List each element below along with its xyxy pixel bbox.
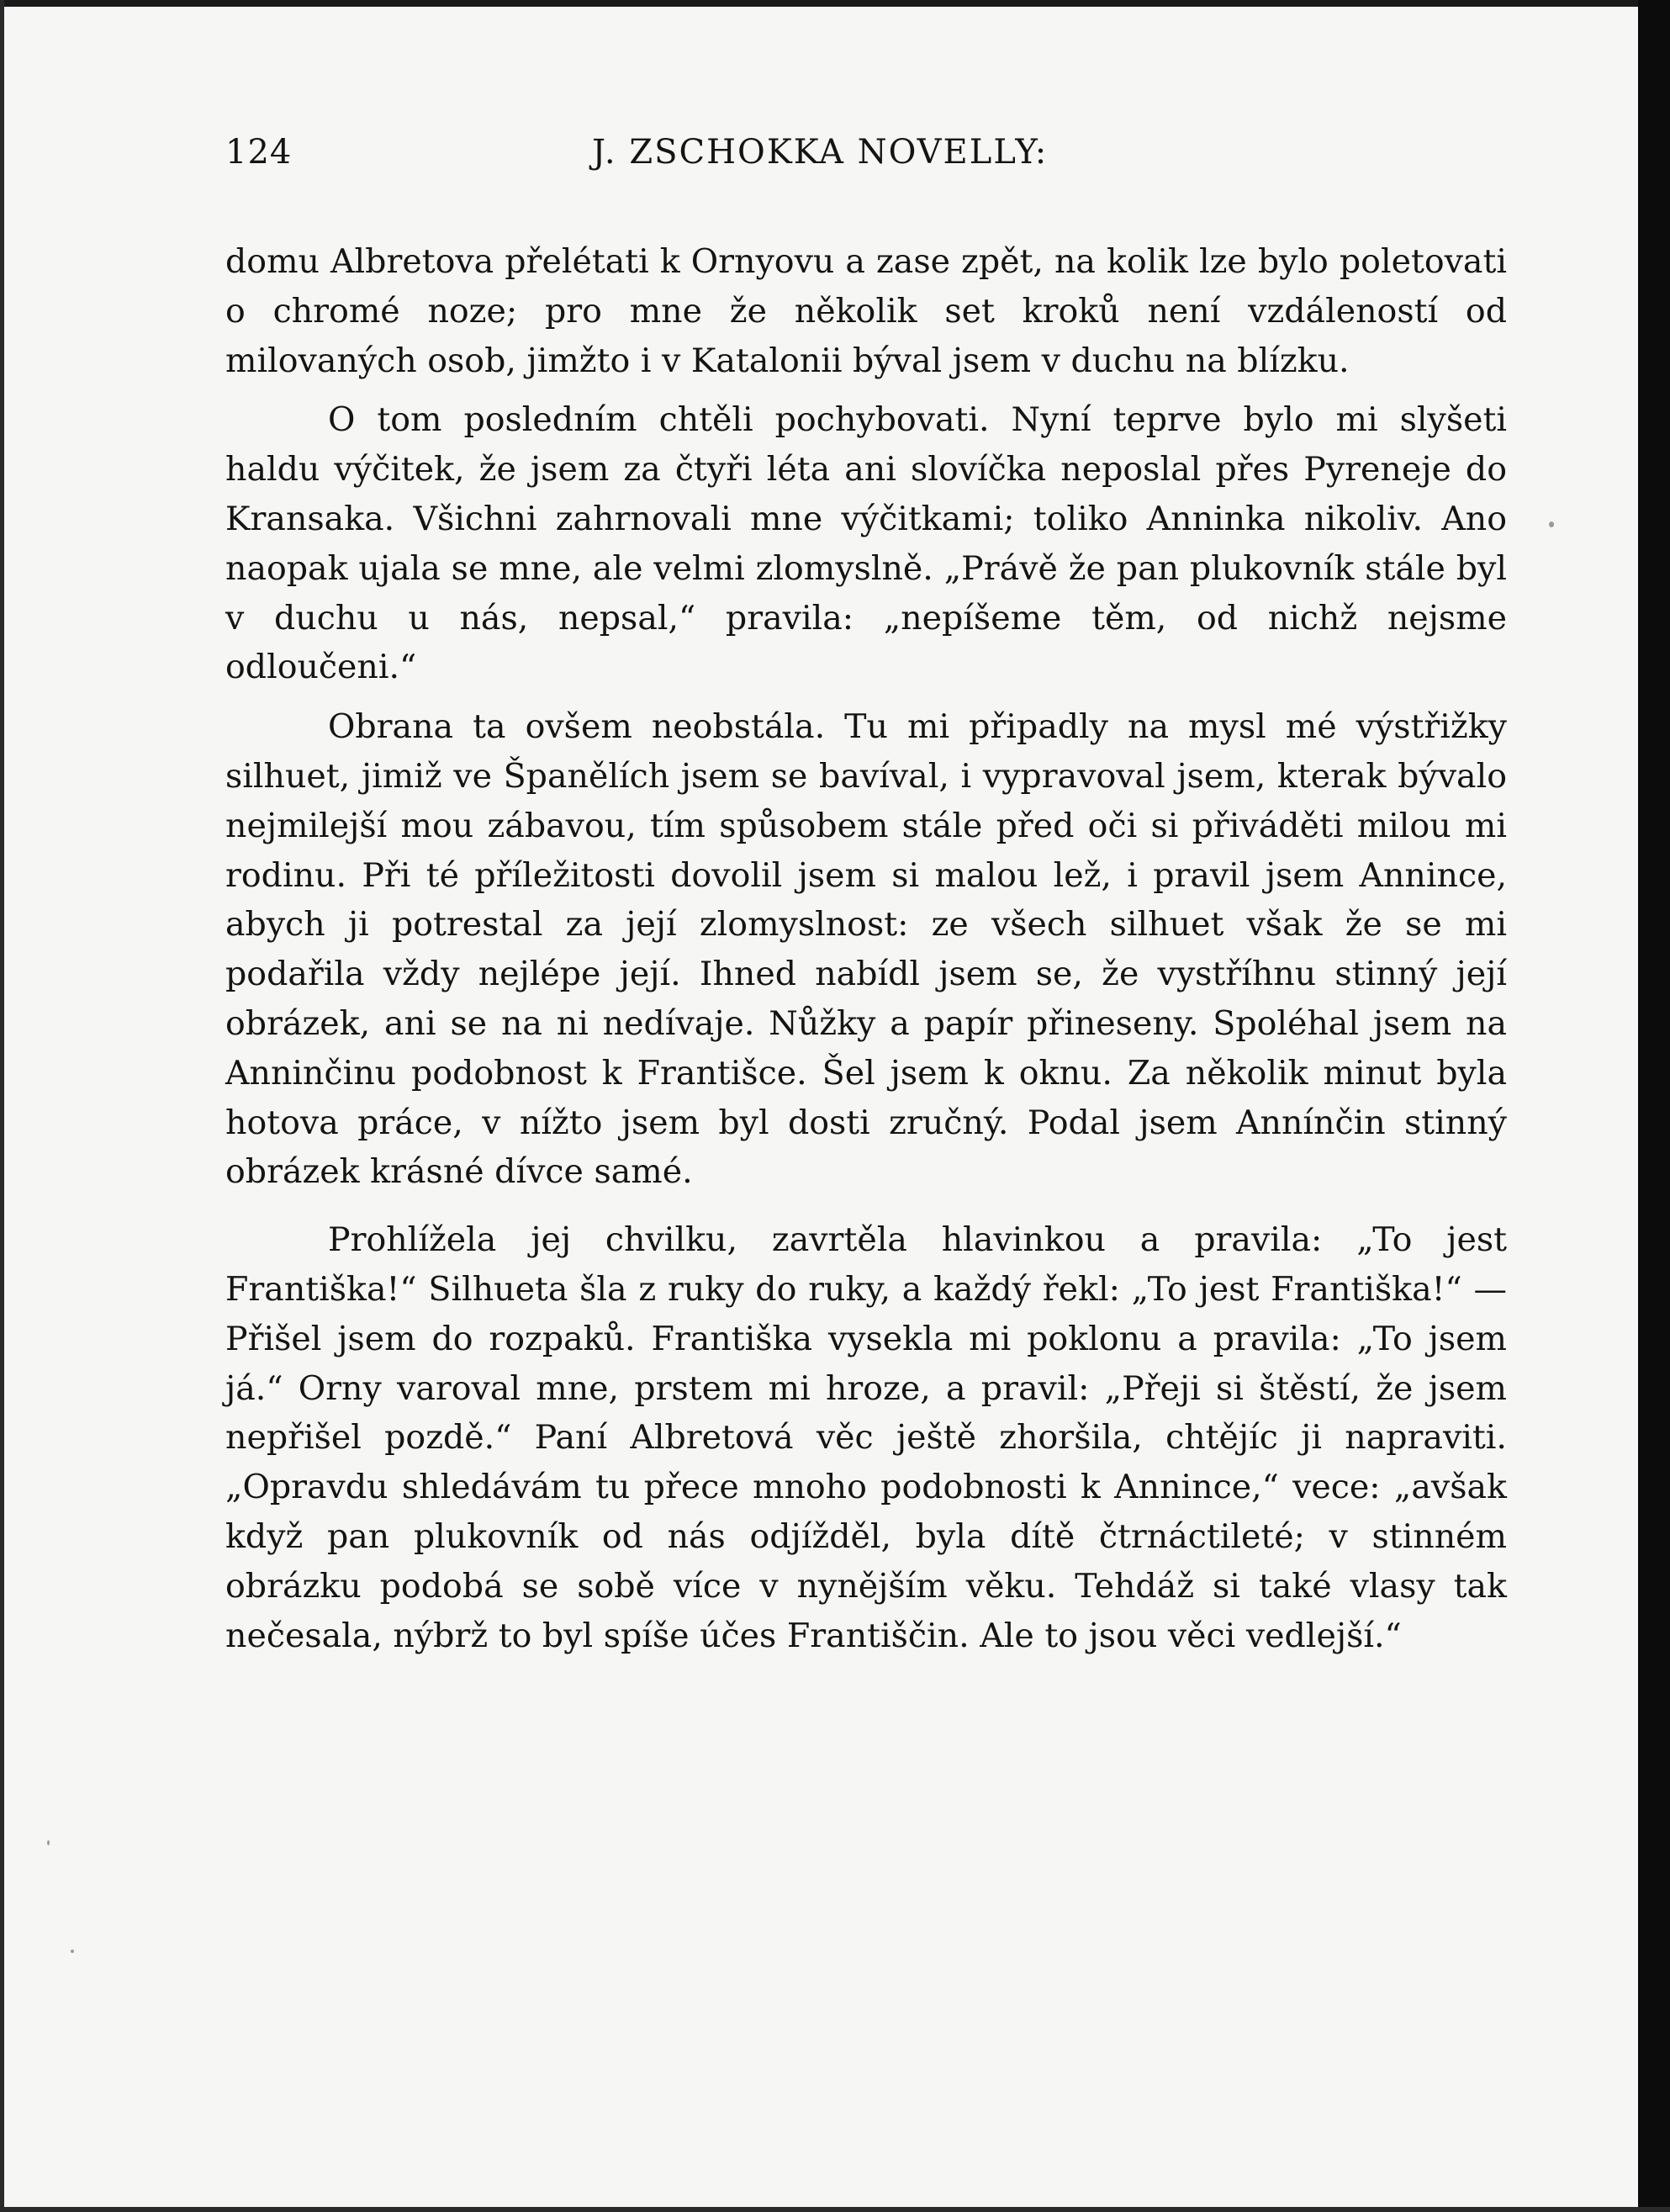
- scan-edge-left: [0, 0, 4, 2212]
- paragraph-3: Obrana ta ovšem neobstála. Tu mi připadly na mysl mé výstřižky silhuet, jimiž ve Španělích jsem se bavíval, i vypravoval jsem, kterak bývalo nejmilejší mou zábavou, tím spůsobem stále před oči si přiváděti milou mi rodinu. Při té příležitosti dovolil jsem si malou lež, i pravil jsem Annince, abych ji potrestal za její zlomyslnost: ze všech silhuet však že se mi podařila vždy nejlépe její. Ihned nabídl jsem se, že vystříhnu stinný její obrázek, ani se na ni nedívaje. Nůžky a papír přineseny. Spoléhal jsem na Anninčinu podobnost k Františce. Šel jsem k oknu. Za několik minut byla hotova práce, v nížto jsem byl dosti zručný. Podal jsem Annínčin stinný obrázek krásné dívce samé.: [225, 707, 1507, 1192]
- page-number: 124: [225, 133, 293, 172]
- paragraph-2: O tom posledním chtěli pochybovati. Nyní teprve bylo mi slyšeti haldu výčitek, že jsem za čtyři léta ani slovíčka neposlal přes Pyreneje do Kransaka. Všichni zahrnovali mne výčitkami; toliko Anninka nikoliv. Ano naopak ujala se mne, ale velmi zlomyslně. „Právě že pan plukovník stále byl v duchu u nás, nepsal,“ pravila: „nepíšeme těm, od nichž nejsme odloučeni.“: [225, 400, 1507, 687]
- scan-speck: [1549, 521, 1554, 527]
- paragraph-1: domu Albretova přelétati k Ornyovu a zase zpět, na kolik lze bylo poletovati o chromé noze; pro mne že několik set kroků není vzdáleností od milovaných osob, jimžto i v Katalonii býval jsem v duchu na blízku.: [225, 242, 1507, 380]
- running-head: J. ZSCHOKKA NOVELLY:: [592, 133, 1049, 172]
- scan-speck: [71, 1950, 74, 1953]
- page-header: [225, 133, 1507, 183]
- scan-edge-top: [0, 0, 1670, 7]
- body-text: [225, 237, 1507, 1660]
- scan-edge-bottom: [0, 2207, 1670, 2212]
- scan-edge-right: [1638, 0, 1670, 2212]
- scan-speck: [47, 1840, 50, 1845]
- paragraph-4: Prohlížela jej chvilku, zavrtěla hlavinkou a pravila: „To jest Františka!“ Silhueta šla z ruky do ruky, a každý řekl: „To jest Františka!“ — Přišel jsem do rozpaků. Františka vysekla mi poklonu a pravila: „To jsem já.“ Orny varoval mne, prstem mi hroze, a pravil: „Přeji si štěstí, že jsem nepřišel pozdě.“ Paní Albretová věc ještě zhoršila, chtějíc ji napraviti. „Opravdu shledávám tu přece mnoho podobnosti k Annince,“ vece: „avšak když pan plukovník od nás odjížděl, byla dítě čtrnáctileté; v stinném obrázku podobá se sobě více v nynějším věku. Tehdáž si také vlasy tak nečesala, nýbrž to byl spíše účes Františčin. Ale to jsou věci vedlejší.“: [225, 1220, 1507, 1655]
